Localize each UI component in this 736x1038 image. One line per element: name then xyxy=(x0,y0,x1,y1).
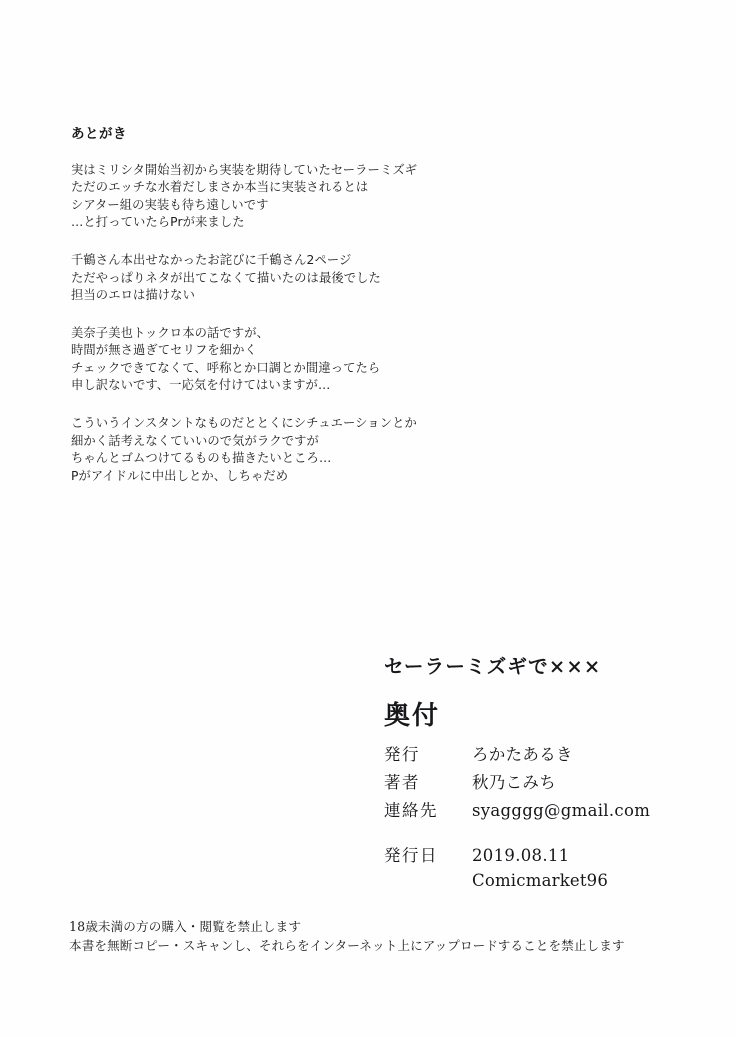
notices-section xyxy=(69,917,689,955)
publication-date-row xyxy=(384,843,684,868)
afterword-line: ただやっぱりネタが出てこなくて描いたのは最後でした xyxy=(71,270,381,285)
publication-block xyxy=(384,843,684,893)
table-row xyxy=(384,799,650,827)
afterword-line: …と打っていたらPrが来ました xyxy=(71,215,245,230)
afterword-line: 時間が無さ過ぎてセリフを細かく xyxy=(71,343,257,358)
afterword-line: シアター組の実装も待ち遠しいです xyxy=(71,197,269,212)
afterword-line: チェックできてなくて、呼称とか口調とか間違ってたら xyxy=(71,360,381,375)
table-row xyxy=(384,771,650,799)
credit-label: 連絡先 xyxy=(384,800,438,820)
age-restriction-notice: 18歳未満の方の購入・閲覧を禁止します xyxy=(69,919,302,934)
colophon-section xyxy=(384,655,684,893)
table-row xyxy=(384,743,650,771)
publication-date-label: 発行日 xyxy=(384,845,438,865)
afterword-line: 美奈子美也トックロ本の話ですが、 xyxy=(71,325,269,340)
work-title: セーラーミズギで××× xyxy=(384,655,602,678)
credit-value: 秋乃こみち xyxy=(472,772,556,792)
afterword-line: 細かく話考えなくていいので気がラクですが xyxy=(71,433,319,448)
afterword-heading: あとがき xyxy=(71,126,127,142)
colophon-label: 奥付 xyxy=(384,701,441,732)
afterword-line: Pがアイドルに中出しとか、しちゃだめ xyxy=(71,468,289,483)
afterword-paragraph xyxy=(71,252,591,305)
afterword-section xyxy=(71,126,591,485)
publication-date-value: 2019.08.11 xyxy=(472,845,570,865)
afterword-line: ただのエッチな水着だしまさか本当に実装されるとは xyxy=(71,180,369,195)
afterword-line: ちゃんとゴムつけてるものも描きたいところ… xyxy=(71,451,332,466)
copyright-notice: 本書を無断コピー・スキャンし、それらをインターネット上にアップロードすることを禁止します xyxy=(69,938,625,953)
afterword-paragraph xyxy=(71,162,591,232)
afterword-line: 実はミリシタ開始当初から実装を期待していたセーラーミズギ xyxy=(71,162,418,177)
credit-label: 発行 xyxy=(384,744,420,764)
afterword-line: こういうインスタントなものだととくにシチュエーションとか xyxy=(71,416,417,431)
afterword-line: 申し訳ないです、一応気を付けてはいますが… xyxy=(71,378,331,393)
credits-table xyxy=(384,743,650,827)
afterword-line: 千鶴さん本出せなかったお詫びに千鶴さん2ページ xyxy=(71,252,352,267)
credit-value: ろかたあるき xyxy=(472,744,573,764)
credit-label: 著者 xyxy=(384,772,420,792)
afterword-paragraph xyxy=(71,415,591,485)
afterword-line: 担当のエロは描けない xyxy=(71,288,195,303)
afterword-paragraph xyxy=(71,325,591,395)
credit-value-email: syagggg@gmail.com xyxy=(472,800,651,820)
publication-event: Comicmarket96 xyxy=(472,870,609,890)
